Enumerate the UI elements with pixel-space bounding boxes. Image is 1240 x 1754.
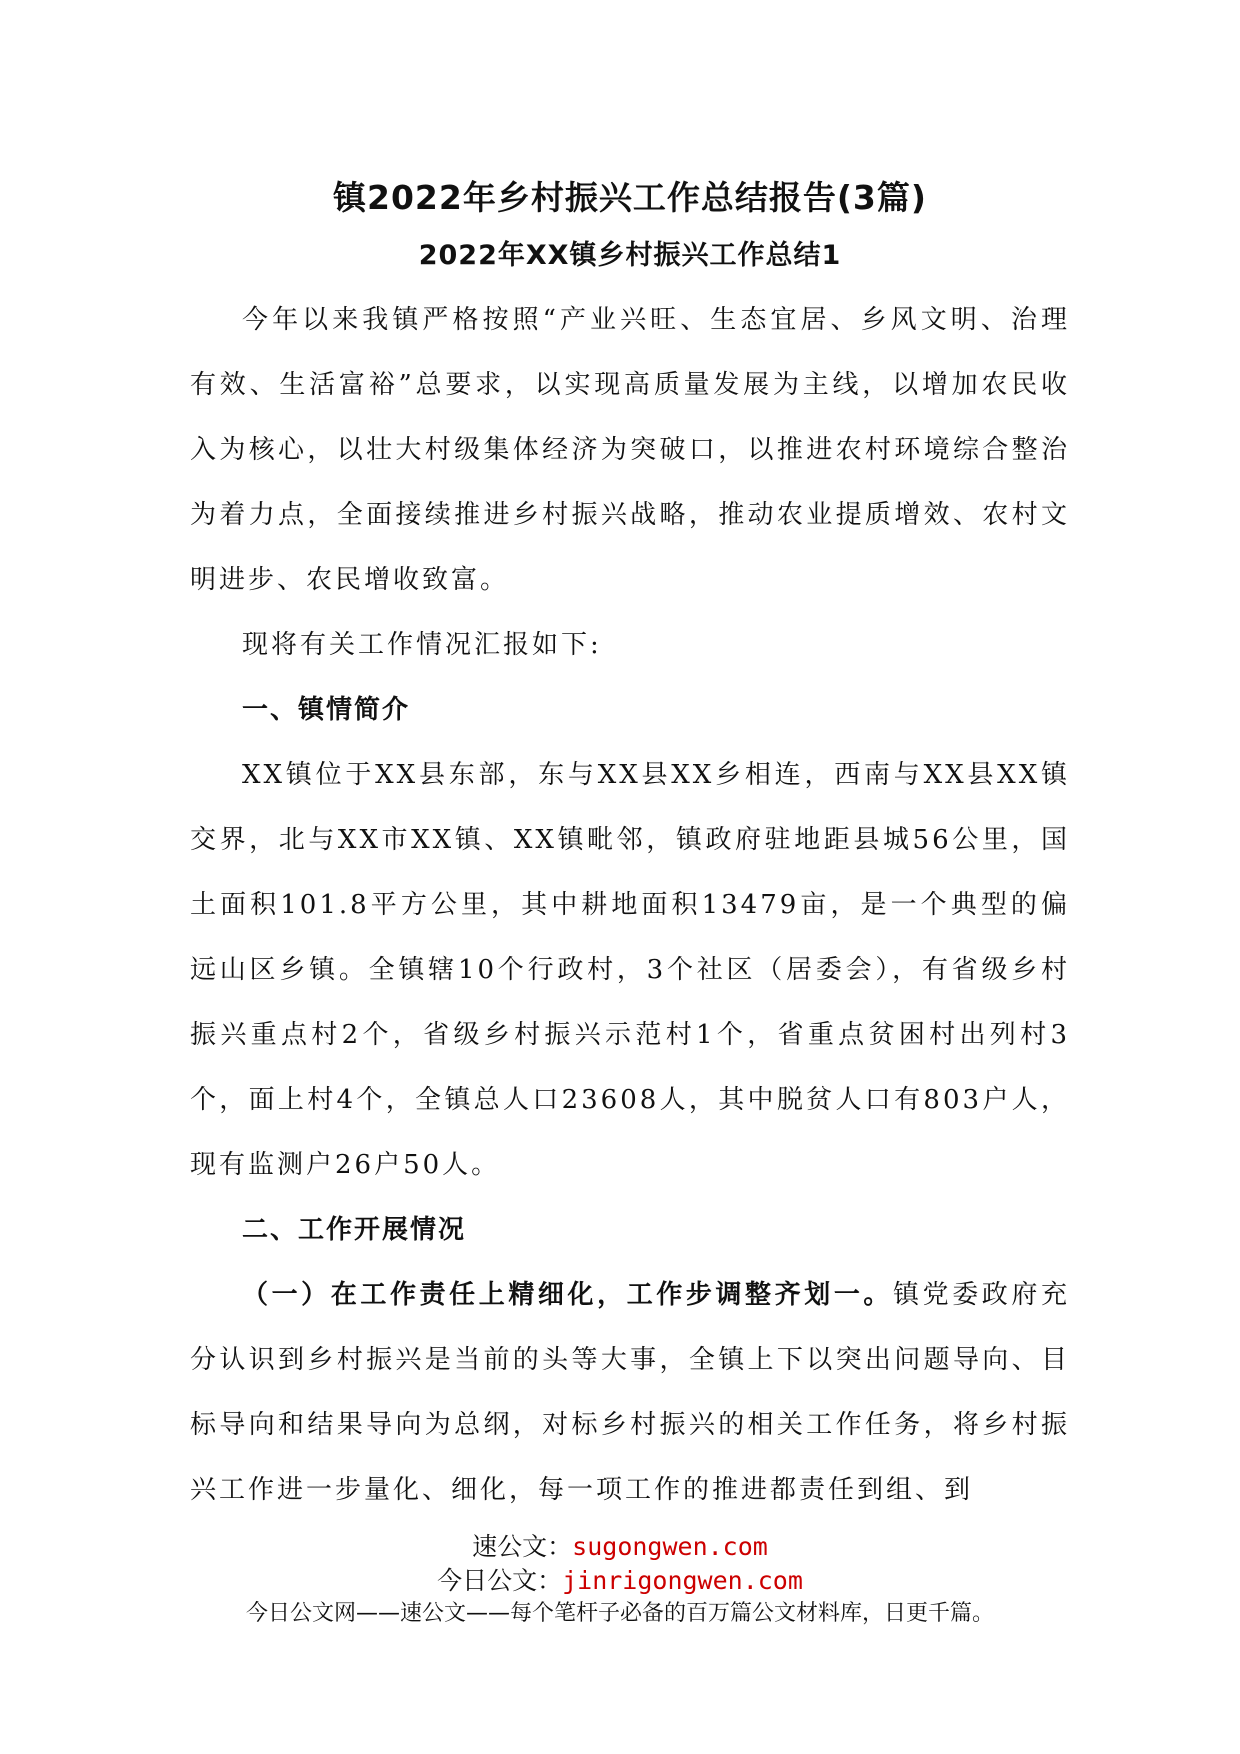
- footer-line-sugongwen: [0, 1530, 1240, 1564]
- footer-link-jinrigongwen[interactable]: jinrigongwen.com: [562, 1566, 803, 1595]
- section-heading-1: 一、镇情简介: [242, 695, 411, 725]
- section-heading-2: 二、工作开展情况: [242, 1215, 467, 1245]
- footer-line-jinrigongwen: [0, 1564, 1240, 1598]
- footer-label-sugongwen: 速公文：: [472, 1532, 573, 1561]
- report-line: 现将有关工作情况汇报如下:: [242, 630, 602, 660]
- footer: [0, 1530, 1240, 1630]
- intro-paragraph: 今年以来我镇严格按照“产业兴旺、生态宜居、乡风文明、治理有效、生活富裕”总要求，以实现高质量发展为主线，以增加农民收入为核心，以壮大村级集体经济为突破口，以推进农村环境综合整治为着力点，全面接续推进乡村振兴战略，推动农业提质增效、农村文明进步、农民增收致富。: [190, 305, 1070, 595]
- subsection-lead: （一）在工作责任上精细化，工作步调整齐划一。: [242, 1280, 894, 1310]
- subsection-paragraph-1: [190, 1263, 1070, 1523]
- document-subtitle: 2022年XX镇乡村振兴工作总结1: [418, 240, 842, 271]
- footer-slogan: 今日公文网——速公文——每个笔杆子必备的百万篇公文材料库，日更千篇。: [245, 1601, 994, 1626]
- document-body: [190, 172, 1070, 1523]
- footer-label-jinrigongwen: 今日公文：: [437, 1566, 563, 1595]
- footer-link-sugongwen[interactable]: sugongwen.com: [572, 1532, 768, 1561]
- document-title: 镇2022年乡村振兴工作总结报告(3篇): [333, 178, 927, 217]
- section-paragraph-1: XX镇位于XX县东部，东与XX县XX乡相连，西南与XX县XX镇交界，北与XX市XX镇、XX镇毗邻，镇政府驻地距县城56公里，国土面积101.8平方公里，其中耕地面积13479亩，是一个典型的偏远山区乡镇。全镇辖10个行政村，3个社区（居委会），有省级乡村振兴重点村2个，省级乡村振兴示范村1个，省重点贫困村出列村3个，面上村4个，全镇总人口23608人，其中脱贫人口有803户人，现有监测户26户50人。: [190, 760, 1070, 1180]
- subsection-text: 镇党委政府充分认识到乡村振兴是当前的头等大事，全镇上下以突出问题导向、目标导向和结果导向为总纲，对标乡村振兴的相关工作任务，将乡村振兴工作进一步量化、细化，每一项工作的推进都责任到组、到: [190, 1280, 1070, 1505]
